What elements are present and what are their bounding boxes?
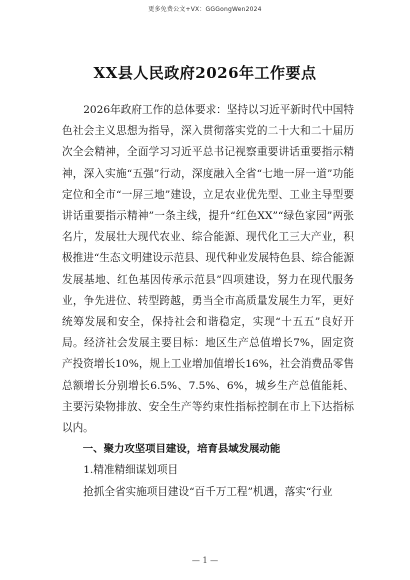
document-body — [62, 100, 354, 503]
intro-paragraph: 2026年政府工作的总体要求：坚持以习近平新时代中国特色社会主义思想为指导，深入贯彻落实党的二十大和二十届历次全会精神，全面学习习近平总书记视察重要讲话重要指示精神，深入实施“五强”行动，深度融入全省“七地一屏一道”功能定位和全市“一屏三地”建设，立足农业优先型、工业主导型要讲话重要指示精神”一条主线，提升“红色XX”“绿色家园”两张名片，发展壮大现代农业、综合能源、现代化工三大产业，积极推进“生态文明建设示范县、现代种业发展特色县、综合能源发展基地、红色基因传承示范县”四项建设，努力在现代服务业，争先进位、转型跨越，勇当全市高质量发展生力军，更好统筹发展和安全，保持社会和谐稳定，实现“十五五”良好开局。经济社会发展主要目标：地区生产总值增长7%，固定资产投资增长10%，规上工业增加值增长16%，社会消费品零售总额增长分别增长6.5%、7.5%、6%，城乡生产总值能耗、主要污染物排放、安全生产等约束性指标控制在市上下达指标以内。 — [62, 104, 354, 435]
subsection-paragraph: 抢抓全省实施项目建设“百千万工程”机遇，落实“行业 — [83, 485, 333, 498]
section-heading: 一、聚力攻坚项目建设，培育县域发展动能 — [82, 443, 281, 456]
header-note: 更多免费公文+VX：GGGongWen2024 — [148, 6, 262, 13]
page-number: — 1 — — [191, 556, 219, 565]
subsection-heading: 1.精准精细谋划项目 — [83, 464, 179, 477]
document-title: XX县人民政府2026年工作要点 — [93, 64, 317, 82]
